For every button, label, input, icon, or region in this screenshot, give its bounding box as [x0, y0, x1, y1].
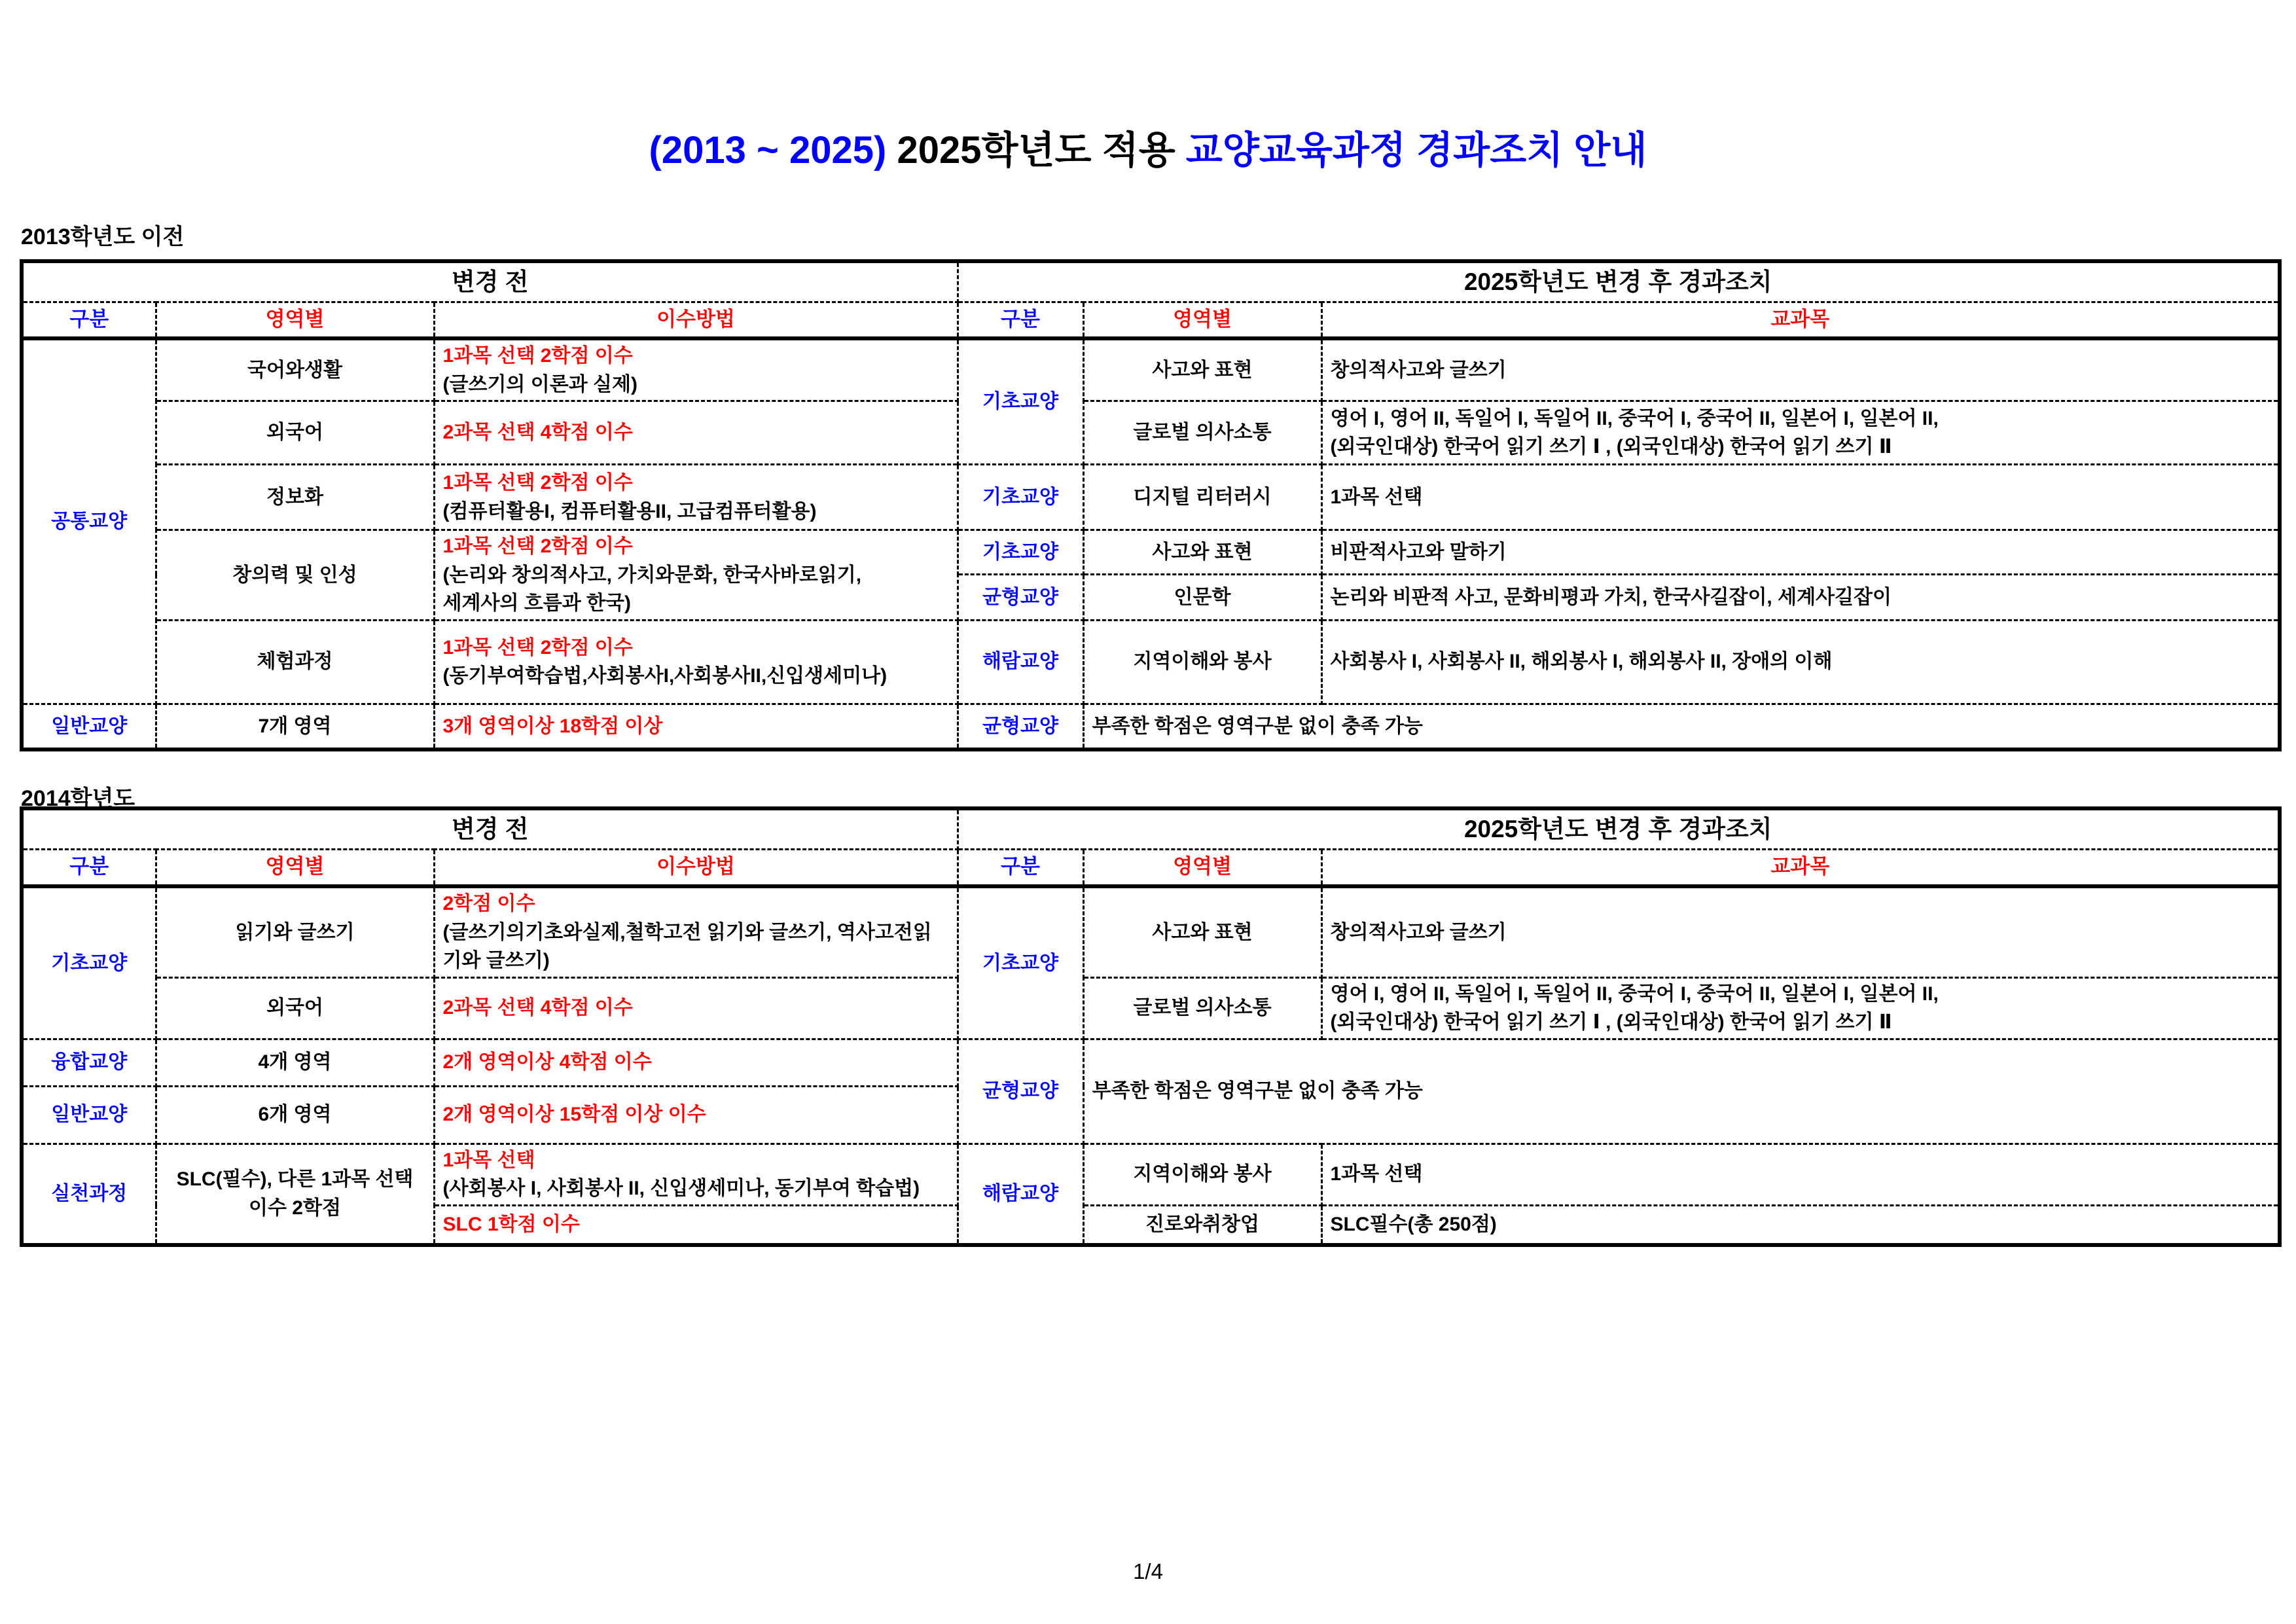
table-2013	[20, 259, 2282, 751]
area-cell: 사고와 표현	[1083, 530, 1321, 575]
category-cell: 기초교양	[958, 886, 1083, 1039]
method-cell: SLC 1학점 이수	[434, 1205, 958, 1245]
method-cell	[434, 1144, 958, 1205]
method-cell: 2과목 선택 4학점 이수	[434, 977, 958, 1039]
area-cell: 7개 영역	[156, 704, 434, 749]
method-cell	[434, 530, 958, 621]
subject-cell: 1과목 선택	[1321, 1144, 2280, 1205]
subject-cell: 사회봉사 I, 사회봉사 II, 해외봉사 I, 해외봉사 II, 장애의 이해	[1321, 620, 2280, 704]
category-cell: 해람교양	[958, 1144, 1083, 1245]
after-change-title-text: 2025학년도 변경 후 경과조치	[1463, 268, 1772, 295]
method-courses: 세계사의 흐름과 한국)	[442, 592, 631, 615]
area-cell: 디지털 리터러시	[1083, 465, 1321, 530]
area-cell: 사고와 표현	[1083, 338, 1321, 401]
method-cell	[434, 465, 958, 530]
area-cell: 진로와취창업	[1083, 1205, 1321, 1245]
page-title-tail: 교양교육과정 경과조치 안내	[1185, 129, 1647, 171]
area-cell: 지역이해와 봉사	[1083, 620, 1321, 704]
subject-cell: SLC필수(총 250점)	[1321, 1205, 2280, 1245]
col-header-area-after: 영역별	[1083, 849, 1321, 886]
subject-cell: 창의적사고와 글쓰기	[1321, 886, 2280, 977]
page-title-middle: 2025학년도 적용	[886, 129, 1186, 171]
subject-cell: 1과목 선택	[1321, 465, 2280, 530]
area-cell: 읽기와 글쓰기	[156, 886, 434, 977]
method-cell: 2개 영역이상 15학점 이상 이수	[434, 1086, 958, 1144]
col-header-gubun: 구분	[22, 302, 156, 338]
category-cell: 일반교양	[22, 704, 156, 749]
method-courses: (논리와 창의적사고, 가치와문화, 한국사바로읽기,	[442, 564, 862, 586]
before-change-title	[22, 808, 958, 849]
method-rule: 1과목 선택 2학점 이수	[442, 535, 633, 558]
category-cell: 해람교양	[958, 620, 1083, 704]
page-number: 1/4	[1133, 1559, 1163, 1583]
area-cell: 지역이해와 봉사	[1083, 1144, 1321, 1205]
before-change-title-text: 변경 전	[451, 816, 529, 842]
method-courses: (사회봉사 I, 사회봉사 II, 신입생세미나, 동기부여 학습법)	[442, 1178, 920, 1200]
subject-line: 영어 I, 영어 II, 독일어 I, 독일어 II, 중국어 I, 중국어 II, 일본어 I, 일본어 II,	[1330, 407, 1939, 429]
area-cell: 정보화	[156, 465, 434, 530]
method-cell	[434, 338, 958, 401]
area-cell: 사고와 표현	[1083, 886, 1321, 977]
area-cell: SLC(필수), 다른 1과목 선택 이수 2학점	[156, 1144, 434, 1245]
category-cell: 융합교양	[22, 1039, 156, 1086]
before-change-title	[22, 261, 958, 302]
area-cell: 인문학	[1083, 575, 1321, 620]
merged-note-cell: 부족한 학점은 영역구분 없이 충족 가능	[1083, 704, 2280, 749]
subject-line: (외국인대상) 한국어 읽기 쓰기 Ⅰ , (외국인대상) 한국어 읽기 쓰기 Ⅱ	[1330, 436, 1892, 458]
area-cell: 국어와생활	[156, 338, 434, 401]
method-courses: (글쓰기의기초와실제,철학고전 읽기와 글쓰기, 역사고전읽기와 글쓰기)	[442, 921, 932, 972]
col-header-subject: 교과목	[1321, 302, 2280, 338]
area-cell: 6개 영역	[156, 1086, 434, 1144]
method-cell: 2개 영역이상 4학점 이수	[434, 1039, 958, 1086]
area-cell: 글로벌 의사소통	[1083, 401, 1321, 465]
method-cell: 3개 영역이상 18학점 이상	[434, 704, 958, 749]
col-header-gubun-after: 구분	[958, 849, 1083, 886]
subject-cell: 비판적사고와 말하기	[1321, 530, 2280, 575]
col-header-subject: 교과목	[1321, 849, 2280, 886]
method-courses: (컴퓨터활용I, 컴퓨터활용II, 고급컴퓨터활용)	[442, 500, 817, 522]
subject-line: (외국인대상) 한국어 읽기 쓰기 Ⅰ , (외국인대상) 한국어 읽기 쓰기 Ⅱ	[1330, 1011, 1892, 1034]
area-cell: 창의력 및 인성	[156, 530, 434, 621]
category-cell: 기초교양	[958, 338, 1083, 465]
category-cell: 일반교양	[22, 1086, 156, 1144]
col-header-gubun-after: 구분	[958, 302, 1083, 338]
subject-line: 영어 I, 영어 II, 독일어 I, 독일어 II, 중국어 I, 중국어 II, 일본어 I, 일본어 II,	[1330, 983, 1939, 1005]
method-courses: (글쓰기의 이론과 실제)	[442, 373, 637, 395]
col-header-area: 영역별	[156, 849, 434, 886]
method-rule: 1과목 선택 2학점 이수	[442, 345, 633, 367]
area-cell: 4개 영역	[156, 1039, 434, 1086]
section-label-2014: 2014학년도	[21, 786, 135, 811]
category-cell: 균형교양	[958, 1039, 1083, 1144]
category-cell: 실천과정	[22, 1144, 156, 1245]
method-rule: 2학점 이수	[442, 893, 535, 915]
col-header-gubun: 구분	[22, 849, 156, 886]
page-title-range: (2013 ~ 2025)	[649, 129, 887, 171]
col-header-area-after: 영역별	[1083, 302, 1321, 338]
subject-cell: 논리와 비판적 사고, 문화비평과 가치, 한국사길잡이, 세계사길잡이	[1321, 575, 2280, 620]
col-header-area: 영역별	[156, 302, 434, 338]
method-rule: 1과목 선택 2학점 이수	[442, 636, 633, 659]
col-header-method: 이수방법	[434, 849, 958, 886]
category-cell: 기초교양	[22, 886, 156, 1039]
method-cell	[434, 886, 958, 977]
method-cell: 2과목 선택 4학점 이수	[434, 401, 958, 465]
method-cell	[434, 620, 958, 704]
after-change-title	[958, 261, 2280, 302]
after-change-title-text: 2025학년도 변경 후 경과조치	[1463, 816, 1772, 842]
area-cell: 외국어	[156, 401, 434, 465]
category-cell: 기초교양	[958, 465, 1083, 530]
method-rule: 1과목 선택 2학점 이수	[442, 472, 633, 494]
area-cell: 글로벌 의사소통	[1083, 977, 1321, 1039]
method-rule: 1과목 선택	[442, 1149, 535, 1171]
method-courses: (동기부여학습법,사회봉사I,사회봉사II,신입생세미나)	[442, 665, 888, 687]
category-cell: 공통교양	[22, 338, 156, 704]
col-header-method: 이수방법	[434, 302, 958, 338]
area-cell: 외국어	[156, 977, 434, 1039]
area-cell: 체험과정	[156, 620, 434, 704]
subject-cell	[1321, 401, 2280, 465]
category-cell: 균형교양	[958, 704, 1083, 749]
section-label-2013: 2013학년도 이전	[21, 225, 185, 249]
merged-note-cell: 부족한 학점은 영역구분 없이 충족 가능	[1083, 1039, 2280, 1144]
after-change-title	[958, 808, 2280, 849]
page-title	[0, 119, 2296, 174]
subject-cell	[1321, 977, 2280, 1039]
before-change-title-text: 변경 전	[451, 268, 529, 295]
subject-cell: 창의적사고와 글쓰기	[1321, 338, 2280, 401]
category-cell: 기초교양	[958, 530, 1083, 575]
category-cell: 균형교양	[958, 575, 1083, 620]
table-2014	[20, 806, 2282, 1247]
